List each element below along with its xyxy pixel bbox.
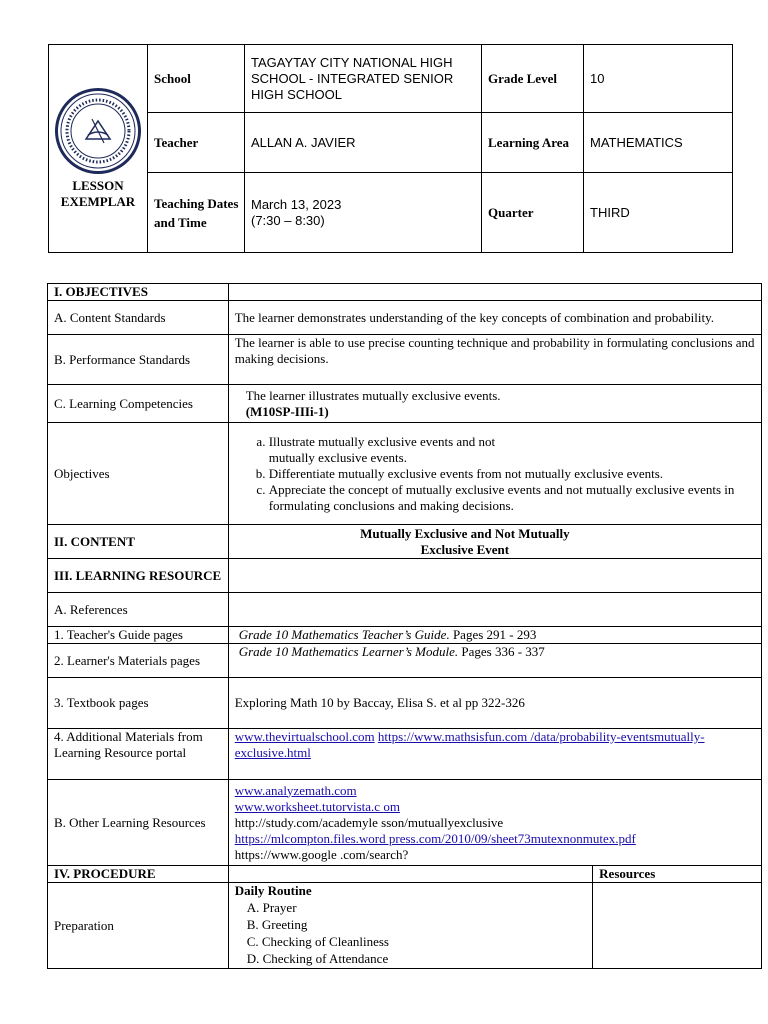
preparation-label: Preparation [48,883,229,969]
content-standards-value: The learner demonstrates understanding of the key concepts of combination and probability. [228,301,761,335]
study-com-text: http://study.com/academyle sson/mutuallyexclusive [234,814,504,830]
procedure-heading-blank [228,866,592,883]
textbook-value: Exploring Math 10 by Baccay, Elisa S. et al pp 322-326 [228,678,761,729]
thevirtualschool-link[interactable]: www.thevirtualschool.com [234,729,375,744]
learning-resource-heading: III. LEARNING RESOURCE [48,559,229,593]
lm-pages: Pages 336 - 337 [458,644,545,659]
content-value-line1: Mutually Exclusive and Not Mutually [360,525,570,541]
tg-title: Grade 10 Mathematics Teacher’s Guide. [238,627,450,642]
area-label: Learning Area [482,113,584,173]
lm-value [228,644,761,678]
objectives-heading-blank [228,284,761,301]
content-heading: II. CONTENT [48,525,229,559]
references-label: A. References [48,593,229,627]
google-search-text: https://www.google .com/search? [234,846,409,862]
lesson-label: LESSON [72,177,124,193]
lm-title: Grade 10 Mathematics Learner’s Module. [238,644,459,659]
objective-item: b. Differentiate mutually exclusive events from not mutually exclusive events. [269,466,761,482]
textbook-label: 3. Textbook pages [48,678,229,729]
additional-value [228,729,761,780]
dates-value-date: March 13, 2023 [251,196,342,212]
daily-routine-list [235,899,592,967]
performance-standards-value: The learner is able to use precise counting technique and probability in formulating conclusions and making decisions. [228,335,761,385]
references-blank [228,593,761,627]
mathsisfun-link[interactable]: https://www.mathsisfun.com /data/probability-eventsmutually-exclusive.html [234,729,705,760]
other-resources-value [228,780,761,866]
dates-label: Teaching Dates and Time [148,173,245,253]
objective-item: c. Appreciate the concept of mutually exclusive events and not mutually exclusive events in formulating conclusions and making decisions. [269,482,761,514]
routine-item: A. Prayer [246,900,297,915]
tutorvista-link[interactable]: www.worksheet.tutorvista.c om [234,798,400,814]
header-table [48,44,733,253]
exemplar-label: EXEMPLAR [60,193,136,209]
tg-pages: Pages 291 - 293 [449,627,537,642]
dates-value-time: (7:30 – 8:30) [251,212,325,228]
content-value-line2: Exclusive Event [420,541,510,557]
competencies-code: (M10SP-IIIi-1) [245,403,329,419]
grade-label: Grade Level [482,45,584,113]
learning-resource-blank [228,559,761,593]
objectives-heading: I. OBJECTIVES [48,284,229,301]
school-seal-logo [55,88,141,174]
routine-item: C. Checking of Cleanliness [246,934,389,949]
procedure-heading: IV. PROCEDURE [48,866,229,883]
tg-label: 1. Teacher's Guide pages [48,627,229,644]
daily-routine-cell [228,883,592,969]
dates-value [245,173,482,253]
teacher-label: Teacher [148,113,245,173]
performance-standards-label: B. Performance Standards [48,335,229,385]
resources-column-heading: Resources [593,866,762,883]
competencies-text: The learner illustrates mutually exclusive events. [245,387,501,403]
competencies-label: C. Learning Competencies [48,385,229,423]
objective-item: a. Illustrate mutually exclusive events and not mutually exclusive events. [269,434,529,466]
school-label: School [148,45,245,113]
routine-item: D. Checking of Attendance [246,951,389,966]
teacher-value: ALLAN A. JAVIER [245,113,482,173]
competencies-value [228,385,761,423]
content-standards-label: A. Content Standards [48,301,229,335]
area-value: MATHEMATICS [584,113,733,173]
tg-value [228,627,761,644]
content-value [228,525,761,559]
preparation-resources-blank [593,883,762,969]
lm-label: 2. Learner's Materials pages [48,644,229,678]
objectives-list [235,434,761,514]
other-resources-label: B. Other Learning Resources [48,780,229,866]
school-value: TAGAYTAY CITY NATIONAL HIGH SCHOOL - INTEGRATED SENIOR HIGH SCHOOL [245,45,482,113]
quarter-value: THIRD [584,173,733,253]
objectives-list-cell [228,423,761,525]
lesson-table [47,283,762,969]
analyzemath-link[interactable]: www.analyzemath.com [234,782,357,798]
lesson-exemplar-cell [49,45,148,253]
routine-item: B. Greeting [246,917,308,932]
grade-value: 10 [584,45,733,113]
mlcompton-link[interactable]: https://mlcompton.files.word press.com/2010/09/sheet73mutexnonmutex.pdf [234,830,636,846]
additional-label: 4. Additional Materials from Learning Resource portal [48,729,229,780]
daily-routine-title: Daily Routine [234,883,312,898]
quarter-label: Quarter [482,173,584,253]
objectives-label: Objectives [48,423,229,525]
